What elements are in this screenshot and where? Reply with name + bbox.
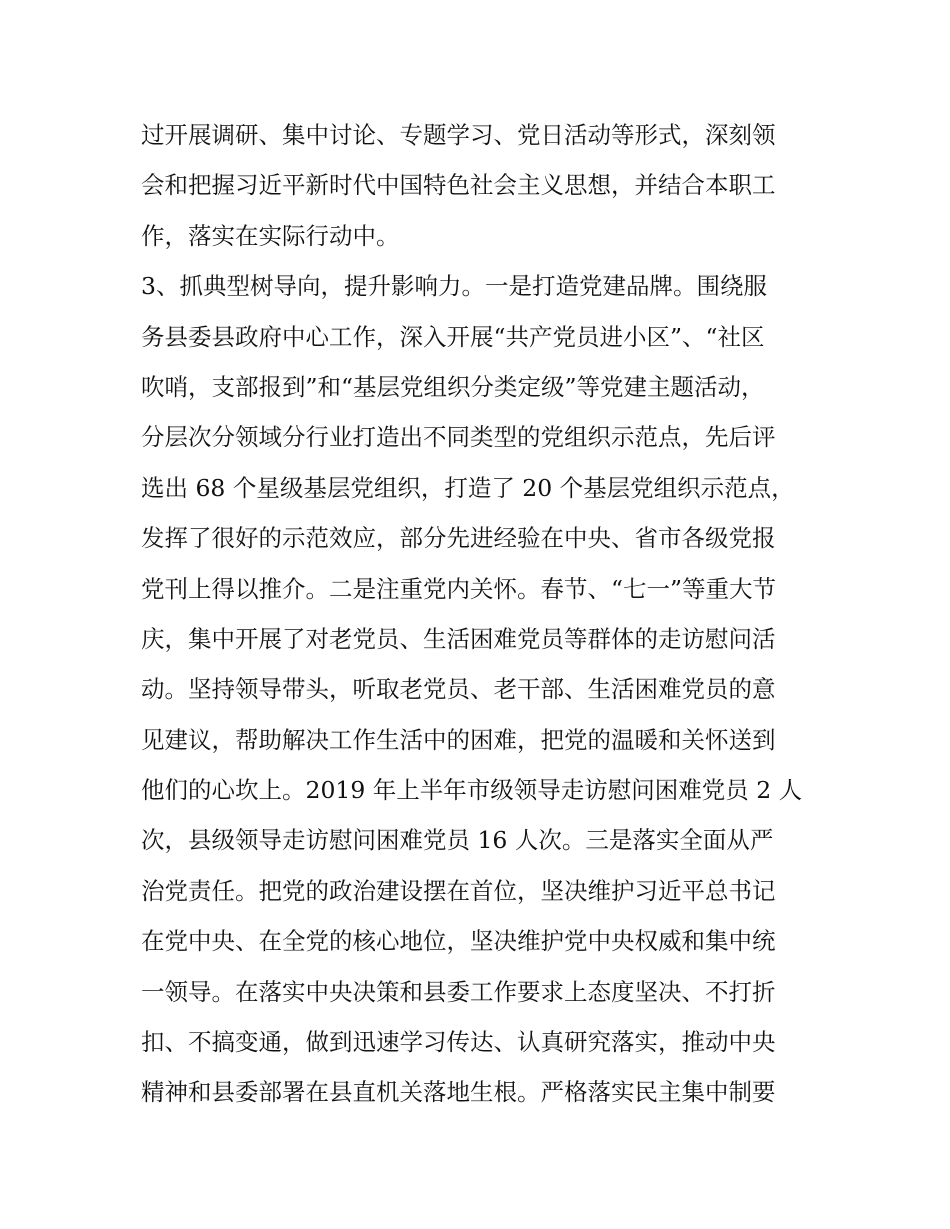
text-line: 过开展调研、集中讨论、专题学习、党日活动等形式，深刻领 xyxy=(141,121,776,149)
text-line: 庆，集中开展了对老党员、生活困难党员等群体的走访慰问活 xyxy=(141,624,776,653)
body-text xyxy=(141,110,821,1118)
text-line: 见建议，帮助解决工作生活中的困难，把党的温暖和关怀送到 xyxy=(141,725,776,754)
text-line: 一领导。在落实中央决策和县委工作要求上态度坚决、不打折 xyxy=(141,977,776,1006)
text-line: 分层次分领域分行业打造出不同类型的党组织示范点，先后评 xyxy=(141,423,776,452)
text-line: 选出 68 个星级基层党组织，打造了 20 个基层党组织示范点， xyxy=(141,473,795,502)
text-line: 次，县级领导走访慰问困难党员 16 人次。三是落实全面从严 xyxy=(141,826,774,855)
text-line: 吹哨，支部报到”和“基层党组织分类定级”等党建主题活动， xyxy=(141,372,765,401)
text-line: 动。坚持领导带头，听取老党员、老干部、生活困难党员的意 xyxy=(141,675,776,704)
text-line: 精神和县委部署在县直机关落地生根。严格落实民主集中制要 xyxy=(141,1078,776,1107)
text-line: 在党中央、在全党的核心地位，坚决维护党中央权威和集中统 xyxy=(141,927,776,956)
text-line: 3、抓典型树导向，提升影响力。一是打造党建品牌。围绕服 xyxy=(141,272,767,301)
text-line: 发挥了很好的示范效应，部分先进经验在中央、省市各级党报 xyxy=(141,524,776,553)
text-line: 党刊上得以推介。二是注重党内关怀。春节、“七一”等重大节 xyxy=(141,574,777,603)
text-line: 务县委县政府中心工作，深入开展“共产党员进小区”、“社区 xyxy=(141,322,765,351)
text-line: 作，落实在实际行动中。 xyxy=(141,221,400,250)
text-line: 扣、不搞变通，做到迅速学习传达、认真研究落实，推动中央 xyxy=(141,1028,776,1057)
text-line: 治党责任。把党的政治建设摆在首位，坚决维护习近平总书记 xyxy=(141,876,776,905)
text-line: 他们的心坎上。2019 年上半年市级领导走访慰问困难党员 2 人 xyxy=(141,776,803,805)
text-line: 会和把握习近平新时代中国特色社会主义思想，并结合本职工 xyxy=(141,171,776,200)
